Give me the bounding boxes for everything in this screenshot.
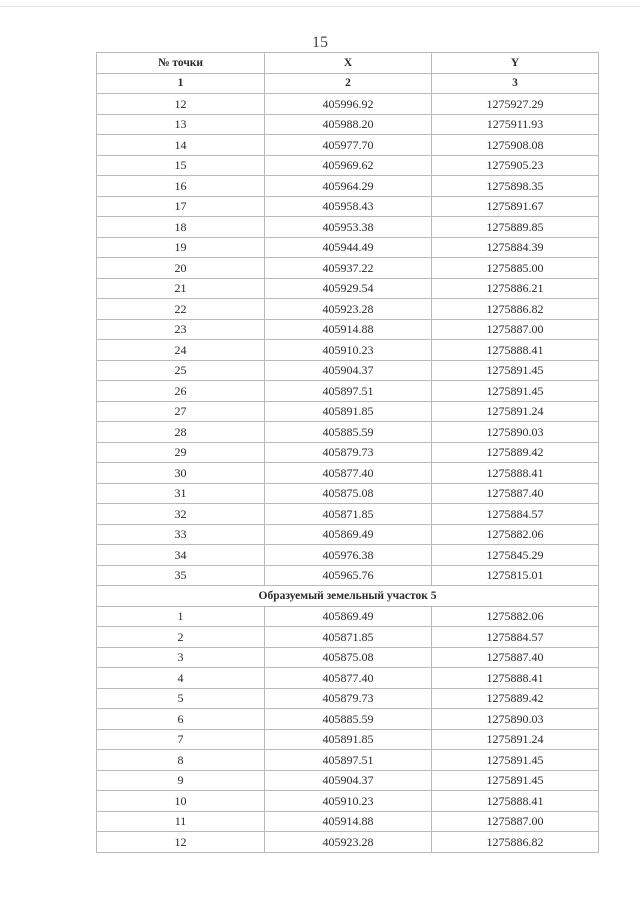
y-coordinate-cell: 1275889.85	[432, 217, 599, 238]
table-row	[97, 114, 599, 135]
table-row	[97, 606, 599, 627]
y-coordinate-cell: 1275908.08	[432, 135, 599, 156]
y-coordinate-cell: 1275891.45	[432, 381, 599, 402]
point-number-cell: 3	[97, 647, 265, 668]
y-coordinate-cell: 1275889.42	[432, 688, 599, 709]
table-row	[97, 504, 599, 525]
table-row	[97, 360, 599, 381]
point-number-cell: 31	[97, 483, 265, 504]
x-coordinate-cell: 405965.76	[265, 565, 432, 586]
x-coordinate-cell: 405875.08	[265, 483, 432, 504]
x-coordinate-cell: 405958.43	[265, 196, 432, 217]
y-coordinate-cell: 1275927.29	[432, 94, 599, 115]
x-coordinate-cell: 405904.37	[265, 770, 432, 791]
y-coordinate-cell: 1275887.40	[432, 647, 599, 668]
y-coordinate-cell: 1275887.00	[432, 811, 599, 832]
x-coordinate-cell: 405914.88	[265, 319, 432, 340]
point-number-cell: 16	[97, 176, 265, 197]
table-row	[97, 422, 599, 443]
y-coordinate-cell: 1275887.00	[432, 319, 599, 340]
table-row	[97, 340, 599, 361]
table-row	[97, 647, 599, 668]
table-row	[97, 709, 599, 730]
point-number-cell: 11	[97, 811, 265, 832]
x-coordinate-cell: 405923.28	[265, 299, 432, 320]
table-row	[97, 668, 599, 689]
y-coordinate-cell: 1275886.82	[432, 299, 599, 320]
point-number-cell: 2	[97, 627, 265, 648]
point-number-cell: 29	[97, 442, 265, 463]
x-coordinate-cell: 405904.37	[265, 360, 432, 381]
table-row	[97, 196, 599, 217]
y-coordinate-cell: 1275911.93	[432, 114, 599, 135]
x-coordinate-cell: 405910.23	[265, 791, 432, 812]
x-coordinate-cell: 405871.85	[265, 504, 432, 525]
x-coordinate-cell: 405929.54	[265, 278, 432, 299]
table-row	[97, 483, 599, 504]
table-row	[97, 217, 599, 238]
y-coordinate-cell: 1275886.21	[432, 278, 599, 299]
x-coordinate-cell: 405910.23	[265, 340, 432, 361]
table-row	[97, 832, 599, 853]
point-number-cell: 4	[97, 668, 265, 689]
point-number-cell: 17	[97, 196, 265, 217]
y-coordinate-cell: 1275815.01	[432, 565, 599, 586]
x-coordinate-cell: 405937.22	[265, 258, 432, 279]
point-number-cell: 15	[97, 155, 265, 176]
section-row	[97, 586, 599, 607]
y-coordinate-cell: 1275888.41	[432, 668, 599, 689]
table-row	[97, 278, 599, 299]
point-number-cell: 18	[97, 217, 265, 238]
point-number-cell: 24	[97, 340, 265, 361]
y-coordinate-cell: 1275898.35	[432, 176, 599, 197]
point-number-cell: 23	[97, 319, 265, 340]
table-row	[97, 811, 599, 832]
x-coordinate-cell: 405953.38	[265, 217, 432, 238]
table-row	[97, 155, 599, 176]
x-coordinate-cell: 405897.51	[265, 381, 432, 402]
header-y: Y	[432, 53, 599, 74]
point-number-cell: 1	[97, 606, 265, 627]
point-number-cell: 26	[97, 381, 265, 402]
table-row	[97, 729, 599, 750]
x-coordinate-cell: 405877.40	[265, 463, 432, 484]
y-coordinate-cell: 1275891.24	[432, 729, 599, 750]
y-coordinate-cell: 1275882.06	[432, 606, 599, 627]
point-number-cell: 12	[97, 832, 265, 853]
header-x: X	[265, 53, 432, 74]
table-row	[97, 176, 599, 197]
y-coordinate-cell: 1275891.45	[432, 360, 599, 381]
x-coordinate-cell: 405969.62	[265, 155, 432, 176]
table-row	[97, 565, 599, 586]
point-number-cell: 25	[97, 360, 265, 381]
y-coordinate-cell: 1275886.82	[432, 832, 599, 853]
x-coordinate-cell: 405988.20	[265, 114, 432, 135]
x-coordinate-cell: 405875.08	[265, 647, 432, 668]
table-row	[97, 94, 599, 115]
x-coordinate-cell: 405891.85	[265, 401, 432, 422]
table-row	[97, 627, 599, 648]
x-coordinate-cell: 405964.29	[265, 176, 432, 197]
y-coordinate-cell: 1275888.41	[432, 463, 599, 484]
x-coordinate-cell: 405879.73	[265, 442, 432, 463]
table-row	[97, 545, 599, 566]
x-coordinate-cell: 405869.49	[265, 524, 432, 545]
point-number-cell: 30	[97, 463, 265, 484]
page-number: 15	[312, 34, 328, 51]
y-coordinate-cell: 1275890.03	[432, 422, 599, 443]
table-row	[97, 750, 599, 771]
column-number-row	[97, 73, 599, 94]
y-coordinate-cell: 1275890.03	[432, 709, 599, 730]
y-coordinate-cell: 1275891.45	[432, 770, 599, 791]
point-number-cell: 27	[97, 401, 265, 422]
table-row	[97, 791, 599, 812]
point-number-cell: 33	[97, 524, 265, 545]
x-coordinate-cell: 405996.92	[265, 94, 432, 115]
y-coordinate-cell: 1275891.45	[432, 750, 599, 771]
y-coordinate-cell: 1275887.40	[432, 483, 599, 504]
table-row	[97, 258, 599, 279]
table-row	[97, 381, 599, 402]
y-coordinate-cell: 1275891.24	[432, 401, 599, 422]
point-number-cell: 22	[97, 299, 265, 320]
x-coordinate-cell: 405869.49	[265, 606, 432, 627]
x-coordinate-cell: 405877.40	[265, 668, 432, 689]
table-row	[97, 401, 599, 422]
x-coordinate-cell: 405885.59	[265, 422, 432, 443]
x-coordinate-cell: 405977.70	[265, 135, 432, 156]
y-coordinate-cell: 1275889.42	[432, 442, 599, 463]
y-coordinate-cell: 1275885.00	[432, 258, 599, 279]
table-row	[97, 237, 599, 258]
y-coordinate-cell: 1275845.29	[432, 545, 599, 566]
y-coordinate-cell: 1275905.23	[432, 155, 599, 176]
point-number-cell: 12	[97, 94, 265, 115]
y-coordinate-cell: 1275888.41	[432, 791, 599, 812]
y-coordinate-cell: 1275884.39	[432, 237, 599, 258]
x-coordinate-cell: 405944.49	[265, 237, 432, 258]
point-number-cell: 35	[97, 565, 265, 586]
column-number-2: 2	[265, 73, 432, 94]
scan-edge-line	[0, 6, 640, 7]
point-number-cell: 28	[97, 422, 265, 443]
table-row	[97, 442, 599, 463]
x-coordinate-cell: 405885.59	[265, 709, 432, 730]
table-row	[97, 135, 599, 156]
point-number-cell: 5	[97, 688, 265, 709]
point-number-cell: 21	[97, 278, 265, 299]
x-coordinate-cell: 405871.85	[265, 627, 432, 648]
x-coordinate-cell: 405976.38	[265, 545, 432, 566]
point-number-cell: 14	[97, 135, 265, 156]
column-number-1: 1	[97, 73, 265, 94]
column-number-3: 3	[432, 73, 599, 94]
x-coordinate-cell: 405914.88	[265, 811, 432, 832]
header-point-number: № точки	[97, 53, 265, 74]
point-number-cell: 32	[97, 504, 265, 525]
table-row	[97, 299, 599, 320]
table-row	[97, 688, 599, 709]
table-row	[97, 463, 599, 484]
point-number-cell: 34	[97, 545, 265, 566]
y-coordinate-cell: 1275884.57	[432, 627, 599, 648]
y-coordinate-cell: 1275882.06	[432, 524, 599, 545]
point-number-cell: 10	[97, 791, 265, 812]
y-coordinate-cell: 1275884.57	[432, 504, 599, 525]
table-row	[97, 319, 599, 340]
x-coordinate-cell: 405879.73	[265, 688, 432, 709]
point-number-cell: 20	[97, 258, 265, 279]
point-number-cell: 13	[97, 114, 265, 135]
point-number-cell: 6	[97, 709, 265, 730]
table-row	[97, 770, 599, 791]
point-number-cell: 7	[97, 729, 265, 750]
header-row	[97, 53, 599, 74]
coordinates-table	[96, 52, 599, 853]
point-number-cell: 19	[97, 237, 265, 258]
x-coordinate-cell: 405923.28	[265, 832, 432, 853]
section-title: Образуемый земельный участок 5	[97, 586, 599, 607]
point-number-cell: 8	[97, 750, 265, 771]
y-coordinate-cell: 1275888.41	[432, 340, 599, 361]
x-coordinate-cell: 405891.85	[265, 729, 432, 750]
x-coordinate-cell: 405897.51	[265, 750, 432, 771]
point-number-cell: 9	[97, 770, 265, 791]
table-row	[97, 524, 599, 545]
y-coordinate-cell: 1275891.67	[432, 196, 599, 217]
